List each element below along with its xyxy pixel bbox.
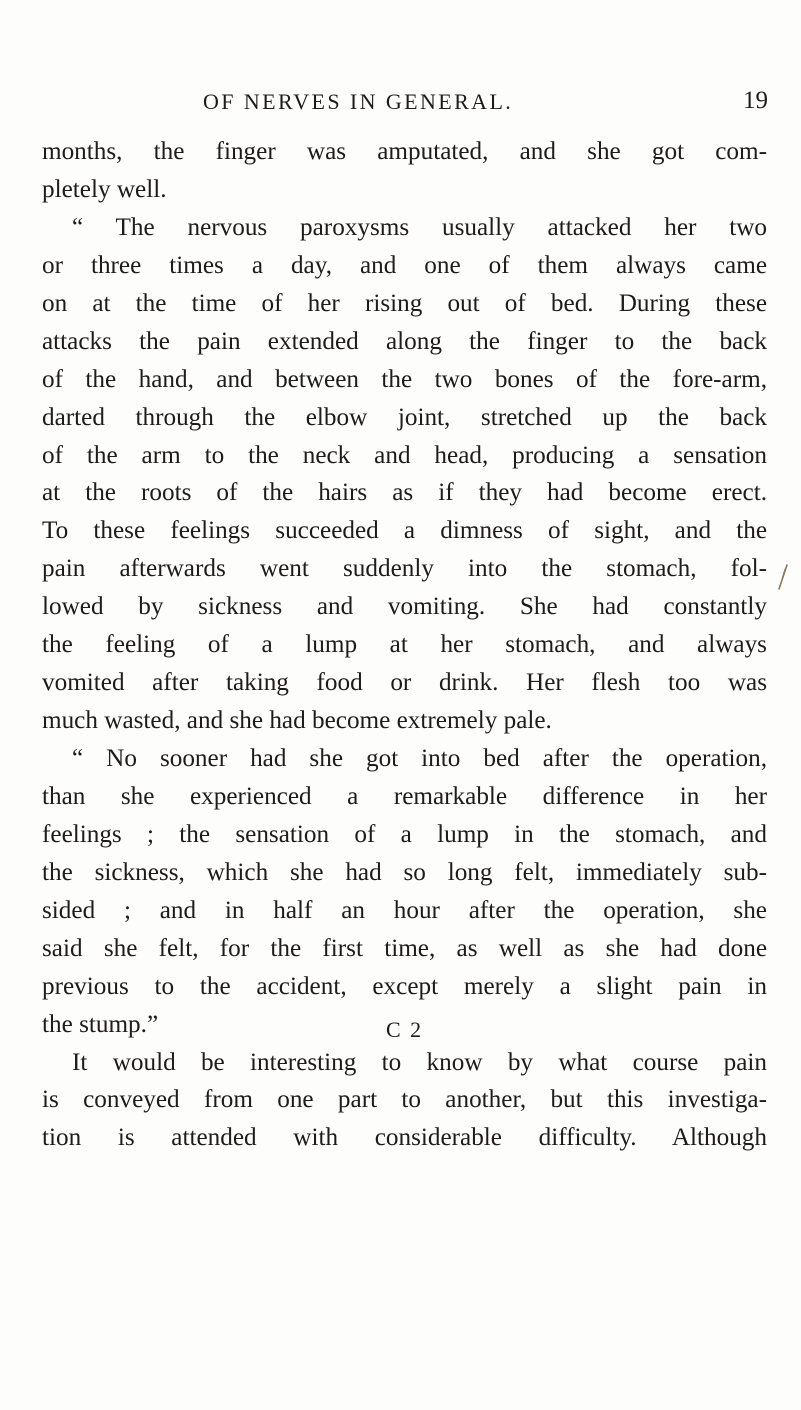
text-line: said she felt, for the first time, as well as she had done — [42, 934, 767, 962]
running-head — [0, 87, 801, 117]
text-line: To these feelings succeeded a dimness of sight, and the — [42, 517, 767, 545]
text-line: lowed by sickness and vomiting. She had constantly — [42, 593, 767, 621]
text-line: darted through the elbow joint, stretched up the back — [42, 403, 767, 431]
text-line: than she experienced a remarkable difference in her — [42, 782, 767, 810]
running-title: OF NERVES IN GENERAL. — [203, 89, 514, 114]
signature-mark: C 2 — [386, 1017, 424, 1042]
text-line: of the hand, and between the two bones of the fore-arm, — [42, 365, 767, 393]
text-line: at the roots of the hairs as if they had become erect. — [42, 479, 767, 507]
text-line: of the arm to the neck and head, producing a sensation — [42, 441, 767, 469]
text-line: “ The nervous paroxysms usually attacked her two — [72, 213, 767, 241]
page-number: 19 — [743, 87, 768, 114]
text-line: the stump.” — [42, 1010, 159, 1038]
text-line: It would be interesting to know by what course pain — [72, 1048, 767, 1076]
text-line: months, the finger was amputated, and she got com- — [42, 138, 767, 165]
body-text — [42, 133, 767, 1157]
text-line: or three times a day, and one of them always came — [42, 251, 767, 279]
text-line: tion is attended with considerable difficulty. Although — [42, 1124, 767, 1152]
text-line: on at the time of her rising out of bed. During these — [42, 289, 767, 317]
text-line: pletely well. — [42, 175, 167, 203]
text-line: the feeling of a lump at her stomach, and always — [42, 631, 767, 659]
text-line: is conveyed from one part to another, but this investiga- — [42, 1086, 767, 1114]
margin-pencil-mark — [776, 563, 790, 593]
text-line: “ No sooner had she got into bed after the operation, — [72, 745, 767, 772]
text-line: feelings ; the sensation of a lump in the stomach, and — [42, 820, 767, 848]
text-line: the sickness, which she had so long felt, immediately sub- — [42, 858, 767, 886]
text-line: previous to the accident, except merely a slight pain in — [42, 972, 767, 1000]
text-line: much wasted, and she had become extremely pale. — [42, 707, 552, 735]
text-line: sided ; and in half an hour after the operation, she — [42, 896, 767, 924]
text-line: attacks the pain extended along the finger to the back — [42, 327, 767, 355]
text-line: pain afterwards went suddenly into the stomach, fol- — [42, 555, 767, 583]
text-line: vomited after taking food or drink. Her flesh too was — [42, 669, 767, 697]
